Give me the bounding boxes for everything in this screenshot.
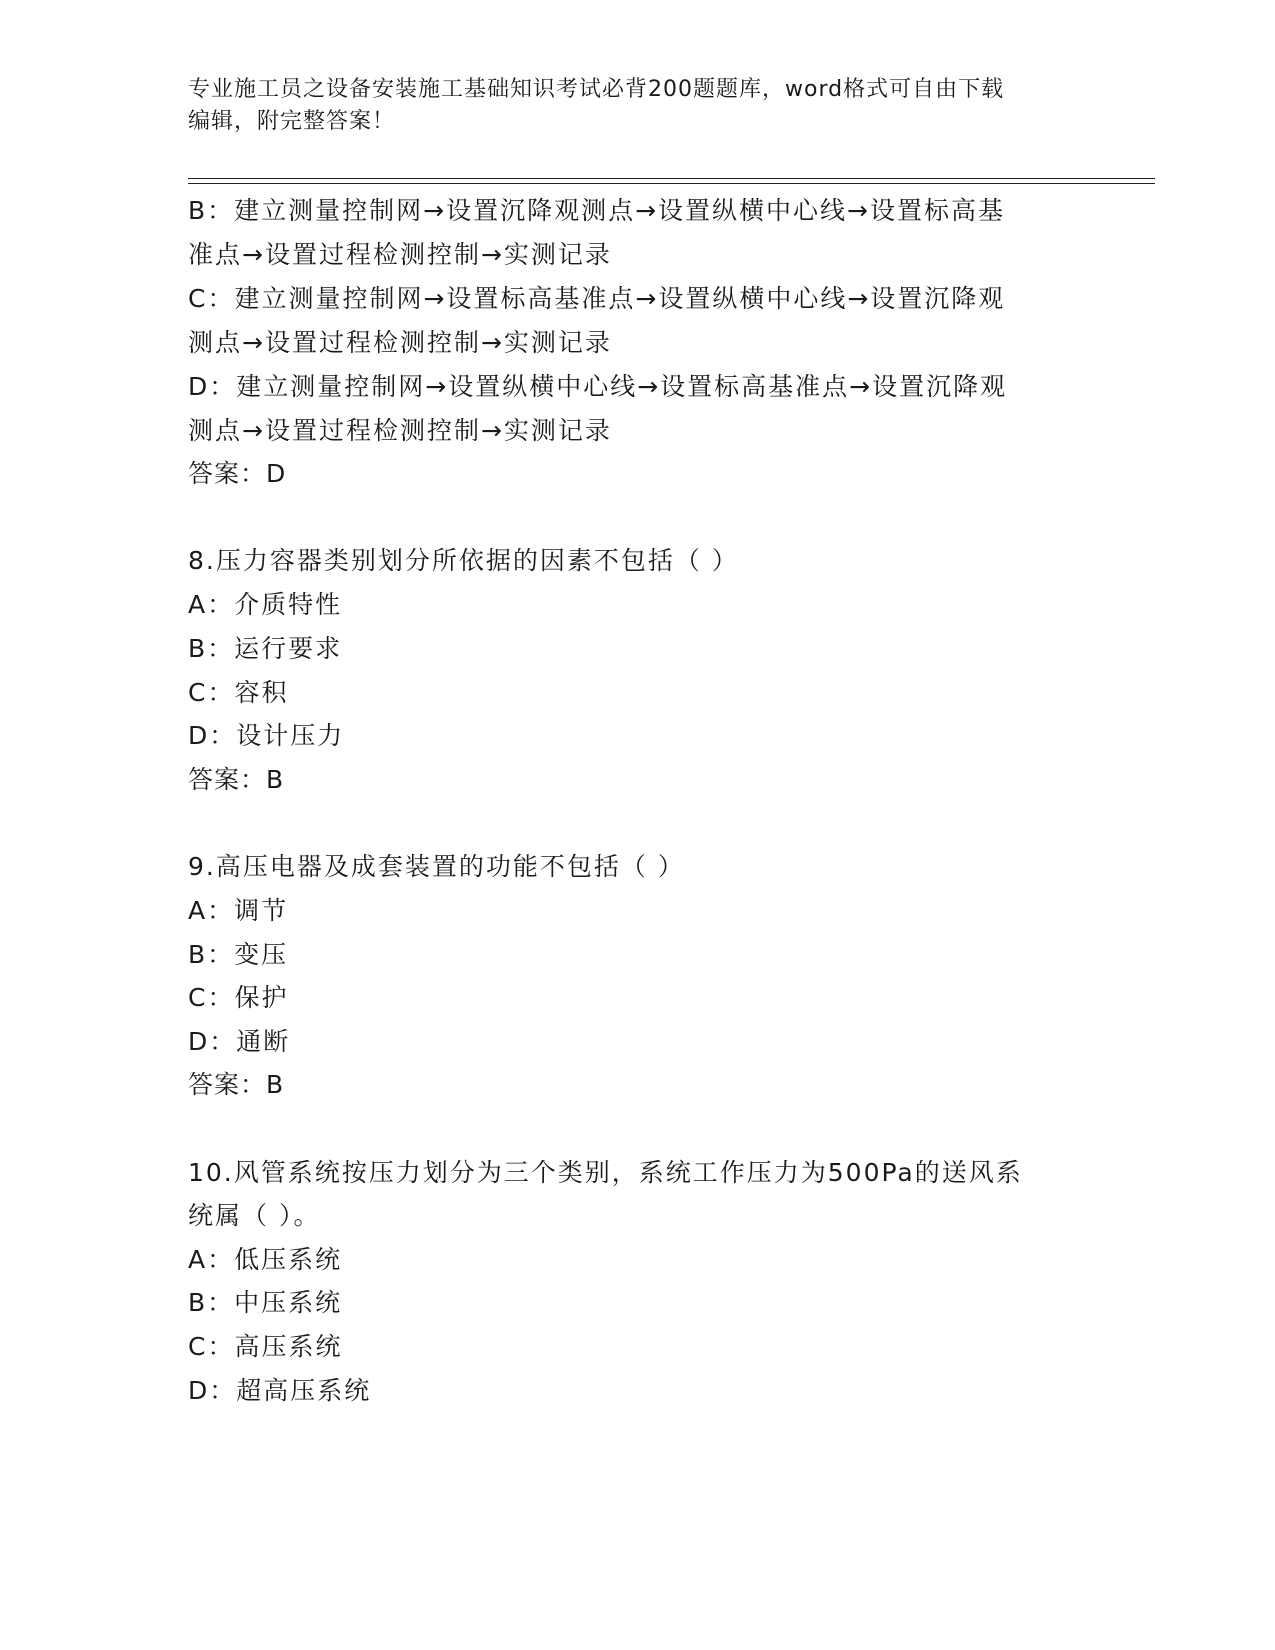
q8-question: 8.压力容器类别划分所依据的因素不包括（ ）	[188, 546, 739, 575]
q10-question-line-1: 10.风管系统按压力划分为三个类别，系统工作压力为500Pa的送风系	[188, 1158, 1023, 1187]
header-title-line-2: 编辑，附完整答案！	[188, 109, 396, 134]
q9-answer: 答案：B	[188, 1070, 285, 1099]
q9-option-a: A：调节	[188, 896, 289, 925]
q9-option-d: D：通断	[188, 1027, 291, 1056]
q7-option-b-line-2: 准点→设置过程检测控制→实测记录	[188, 240, 612, 269]
q7-option-d-line-2: 测点→设置过程检测控制→实测记录	[188, 416, 612, 445]
q7-answer: 答案：D	[188, 459, 287, 488]
q10-option-a: A：低压系统	[188, 1245, 343, 1274]
q9-option-c: C：保护	[188, 983, 289, 1012]
q8-answer: 答案：B	[188, 765, 285, 794]
q9-option-b: B：变压	[188, 940, 289, 969]
q10-option-c: C：高压系统	[188, 1332, 343, 1361]
q8-option-d: D：设计压力	[188, 721, 345, 750]
q7-option-d-line-1: D：建立测量控制网→设置纵横中心线→设置标高基准点→设置沉降观	[188, 372, 1008, 401]
q10-question-line-2: 统属（ ）。	[188, 1201, 321, 1230]
q7-option-b-line-1: B：建立测量控制网→设置沉降观测点→设置纵横中心线→设置标高基	[188, 196, 1005, 225]
header-title-line-1: 专业施工员之设备安装施工基础知识考试必背200题题库，word格式可自由下载	[188, 77, 1005, 102]
q8-option-b: B：运行要求	[188, 634, 343, 663]
q10-option-d: D：超高压系统	[188, 1376, 372, 1405]
q8-option-a: A：介质特性	[188, 590, 343, 619]
header-divider-bottom	[188, 183, 1155, 184]
header-divider-top	[188, 178, 1155, 179]
q9-question: 9.高压电器及成套装置的功能不包括（ ）	[188, 852, 685, 881]
q8-option-c: C：容积	[188, 678, 289, 707]
q7-option-c-line-2: 测点→设置过程检测控制→实测记录	[188, 328, 612, 357]
document-header	[188, 74, 1068, 138]
q7-option-c-line-1: C：建立测量控制网→设置标高基准点→设置纵横中心线→设置沉降观	[188, 284, 1006, 313]
q10-option-b: B：中压系统	[188, 1288, 343, 1317]
